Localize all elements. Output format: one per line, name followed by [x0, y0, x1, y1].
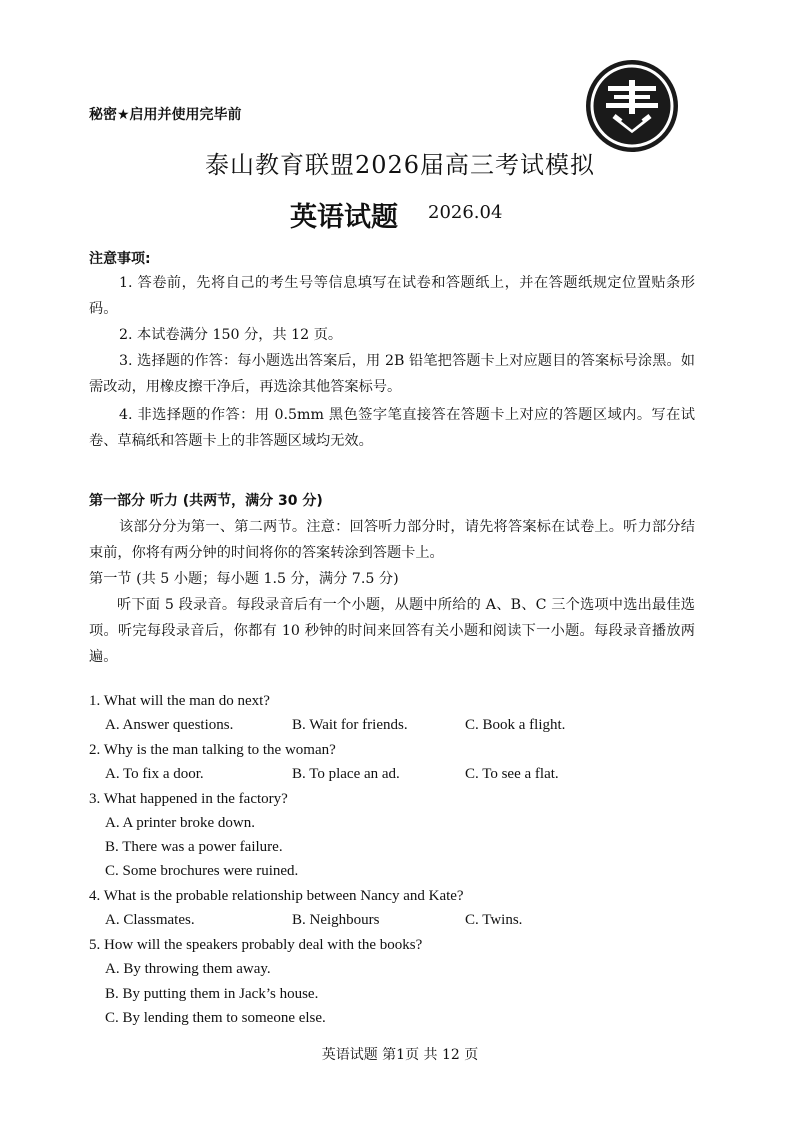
question-option: A. By throwing them away.	[105, 961, 271, 977]
question-stem: 4. What is the probable relationship between Nancy and Kate?	[89, 888, 464, 904]
question-option: C. Twins.	[465, 912, 523, 928]
question-option: C. Book a flight.	[465, 717, 566, 733]
notice-item: 1. 答卷前，先将自己的考生号等信息填写在试卷和答题纸上，并在答题纸规定位置贴条形码。	[89, 275, 695, 317]
question-option: B. By putting them in Jack’s house.	[105, 986, 319, 1002]
question-stem: 3. What happened in the factory?	[89, 791, 288, 807]
question-option: C. By lending them to someone else.	[105, 1010, 326, 1026]
question-option: B. There was a power failure.	[105, 839, 283, 855]
question-option: A. Classmates.	[105, 912, 195, 928]
notice-item: 4. 非选择题的作答：用 0.5mm 黑色签字笔直接答在答题卡上对应的答题区域内。写在试卷、草稿纸和答题卡上的非答题区域均无效。	[89, 407, 695, 449]
section1-heading: 第一节 (共 5 小题；每小题 1.5 分，满分 7.5 分)	[89, 571, 399, 587]
question-option: A. Answer questions.	[105, 717, 234, 733]
exam-date: 2026.04	[428, 202, 503, 223]
exam-title: 泰山教育联盟2026届高三考试模拟	[204, 151, 596, 179]
page-footer: 英语试题 第1页 共 12 页	[321, 1047, 479, 1063]
question-option: C. Some brochures were ruined.	[105, 863, 299, 879]
question-option: A. A printer broke down.	[105, 815, 255, 831]
subject-title: 英语试题	[290, 202, 398, 233]
question-stem: 5. How will the speakers probably deal with the books?	[89, 937, 423, 953]
part1-heading: 第一部分 听力 (共两节，满分 30 分)	[89, 493, 323, 509]
question-option: B. To place an ad.	[292, 766, 400, 782]
question-stem: 1. What will the man do next?	[89, 693, 270, 709]
question-option: A. To fix a door.	[105, 766, 204, 782]
question-stem: 2. Why is the man talking to the woman?	[89, 742, 336, 758]
confidential-label: 秘密★启用并使用完毕前	[89, 107, 242, 123]
question-option: B. Wait for friends.	[292, 717, 408, 733]
school-logo-icon	[584, 58, 680, 154]
part1-intro: 该部分分为第一、第二两节。注意：回答听力部分时，请先将答案标在试卷上。听力部分结束前，你将有两分钟的时间将你的答案转涂到答题卡上。	[89, 519, 695, 561]
section1-intro: 听下面 5 段录音。每段录音后有一个小题，从题中所给的 A、B、C 三个选项中选出最佳选项。听完每段录音后，你都有 10 秒钟的时间来回答有关小题和阅读下一小题。每段录音播放两遍。	[89, 597, 695, 665]
question-option: C. To see a flat.	[465, 766, 559, 782]
notice-item: 3. 选择题的作答：每小题选出答案后，用 2B 铅笔把答题卡上对应题目的答案标号涂黑。如需改动，用橡皮擦干净后，再选涂其他答案标号。	[89, 353, 695, 395]
notice-item: 2. 本试卷满分 150 分，共 12 页。	[119, 327, 343, 343]
notice-heading: 注意事项:	[89, 251, 151, 267]
question-option: B. Neighbours	[292, 912, 380, 928]
